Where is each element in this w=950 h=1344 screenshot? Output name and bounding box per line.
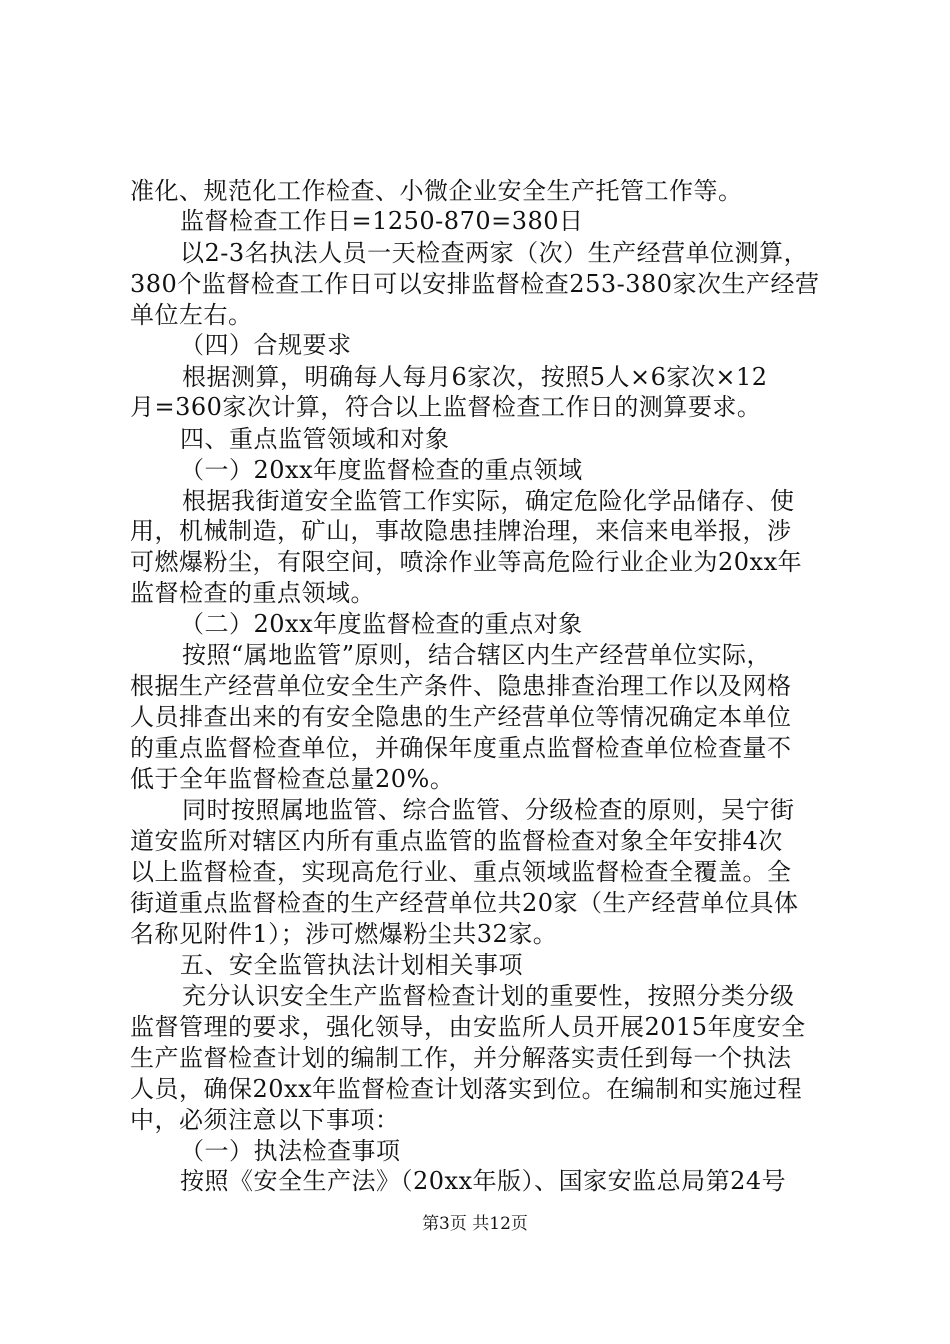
text-line: 以2-3名执法人员一天检查两家（次）生产经营单位测算， — [180, 239, 809, 267]
text-line: 同时按照属地监管、综合监管、分级检查的原则，吴宁街 — [182, 796, 795, 824]
text-line: 准化、规范化工作检查、小微企业安全生产托管工作等。 — [130, 177, 743, 205]
text-line: 监督检查工作日=1250-870=380日 — [180, 207, 584, 235]
text-line: 用，机械制造，矿山，事故隐患挂牌治理，来信来电举报，涉 — [130, 517, 792, 545]
text-line: 月=360家次计算，符合以上监督检查工作日的测算要求。 — [130, 393, 762, 421]
text-line: 380个监督检查工作日可以安排监督检查253-380家次生产经营 — [130, 270, 820, 298]
text-line: 人员，确保20xx年监督检查计划落实到位。在编制和实施过程 — [130, 1075, 803, 1103]
text-line: 监督检查的重点领域。 — [130, 579, 375, 607]
text-line: 充分认识安全生产监督检查计划的重要性，按照分类分级 — [182, 982, 795, 1010]
text-line: 以上监督检查，实现高危行业、重点领域监督检查全覆盖。全 — [130, 858, 792, 886]
text-line: 名称见附件1）；涉可燃爆粉尘共32家。 — [130, 920, 558, 948]
section-heading: 五、安全监管执法计划相关事项 — [180, 951, 523, 979]
text-line: 按照“属地监管”原则，结合辖区内生产经营单位实际， — [182, 641, 772, 669]
text-line: 低于全年监督检查总量20%。 — [130, 765, 455, 793]
text-line: 道安监所对辖区内所有重点监管的监督检查对象全年安排4次 — [130, 827, 783, 855]
text-line: 根据生产经营单位安全生产条件、隐患排查治理工作以及网格 — [130, 672, 792, 700]
text-line: 按照《安全生产法》（20xx年版）、国家安监总局第24号 — [180, 1167, 787, 1195]
text-line: 街道重点监督检查的生产经营单位共20家（生产经营单位具体 — [130, 889, 799, 917]
text-line: 人员排查出来的有安全隐患的生产经营单位等情况确定本单位 — [130, 703, 792, 731]
text-line: 根据我街道安全监管工作实际，确定危险化学品储存、使 — [182, 487, 795, 515]
text-line: 可燃爆粉尘，有限空间，喷涂作业等高危险行业企业为20xx年 — [130, 548, 803, 576]
page-number-footer: 第3页 共12页 — [422, 1214, 528, 1234]
section-heading: （一）执法检查事项 — [180, 1137, 401, 1165]
text-line: 单位左右。 — [130, 301, 253, 329]
section-heading: 四、重点监管领域和对象 — [180, 425, 450, 453]
section-heading: （二）20xx年度监督检查的重点对象 — [180, 610, 583, 638]
section-heading: （一）20xx年度监督检查的重点领域 — [180, 456, 583, 484]
text-line: 的重点监督检查单位，并确保年度重点监督检查单位检查量不 — [130, 734, 792, 762]
text-line: 生产监督检查计划的编制工作，并分解落实责任到每一个执法 — [130, 1044, 792, 1072]
text-line: 中，必须注意以下事项： — [130, 1106, 400, 1134]
text-line: 根据测算，明确每人每月6家次，按照5人×6家次×12 — [182, 363, 768, 391]
section-heading: （四）合规要求 — [180, 331, 352, 359]
text-line: 监督管理的要求，强化领导，由安监所人员开展2015年度安全 — [130, 1013, 806, 1041]
